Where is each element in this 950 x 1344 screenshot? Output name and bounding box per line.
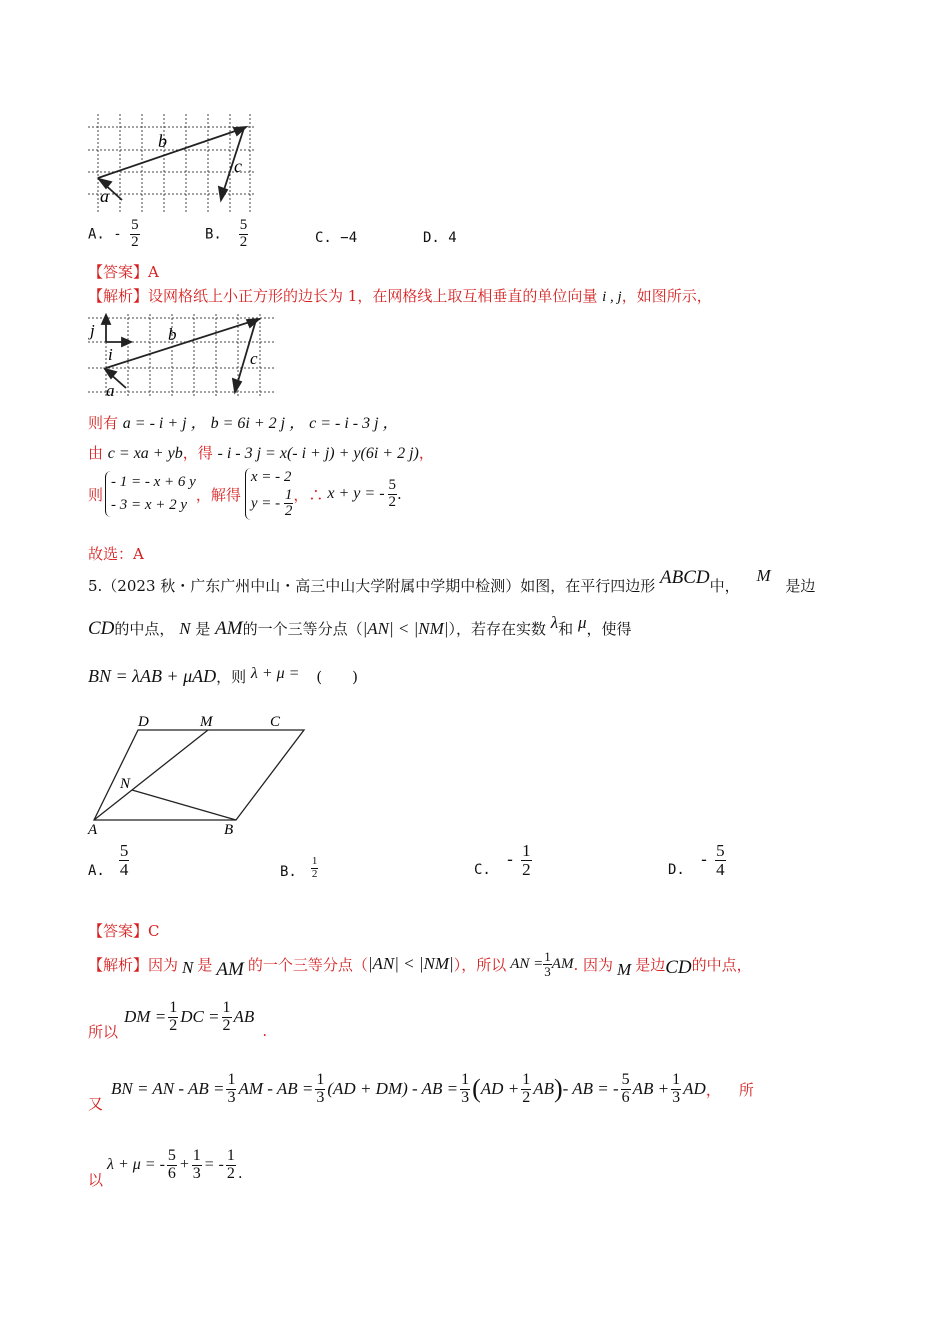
q4-option-b[interactable]: B. $\frac{5}{2}$ [205, 217, 248, 250]
q5-stem-line-1: 5.（2023 秋・广东广州中山・高三中山大学附属中学期中检测）如图，在平行四边形 ABCD中， M 是边 [88, 566, 816, 595]
parallelogram-figure [84, 708, 314, 840]
q5-analysis-2: 所以 DM = $\frac{1}{2}$ DC = $\frac{1}{2}$ AB . [88, 999, 268, 1041]
vector-grid-figure [86, 112, 258, 216]
q4-option-a[interactable]: A. - $\frac{5}{2}$ [88, 217, 139, 250]
q5-answer: 【答案】C [88, 922, 160, 940]
segment-nb [132, 790, 236, 820]
vector-a-label-2: a [106, 381, 115, 400]
point-n-label: N [120, 776, 131, 792]
vector-c-label: c [234, 156, 242, 176]
q5-option-d[interactable]: D. - $\frac{5}{4}$ [668, 841, 725, 879]
q4-line-1: 则有 a = - i + j ， b = 6i + 2 j ， c = - i - 3 j ， [88, 414, 399, 432]
q4-line-2: 由 c = xa + yb，得 - i - 3 j = x(- i + j) + y(6i + 2 j)， [88, 444, 434, 462]
unit-i-label: i [108, 345, 113, 364]
q5-option-c[interactable]: C. - $\frac{1}{2}$ [474, 841, 531, 879]
point-m-label: M [200, 714, 213, 730]
q4-line-3: 则 - 1 = - x + 6 y - 3 = x + 2 y ，解得 x = - 2 y = - $\frac{1}{2}$ ，∴ x + y = - $\frac{5}{2}$ . [88, 469, 402, 520]
q5-option-a[interactable]: A. $\frac{5}{4}$ [88, 841, 129, 879]
point-c-label: C [270, 714, 281, 730]
vector-grid-figure-2 [86, 312, 276, 400]
q5-analysis-1: 【解析】 因为 N 是 AM 的一个三等分点（ |AN| < |NM| ），所以 AN = $\frac{1}{3}$ AM . 因为 M 是边 CD 的中点， [88, 949, 752, 981]
point-a-label: A [88, 822, 98, 838]
vector-b-label: b [158, 131, 167, 151]
point-d-label: D [138, 714, 149, 730]
q5-analysis-4: 以 λ + μ = - $\frac{5}{6}$ + $\frac{1}{3}$ = - $\frac{1}{2}$ . [88, 1147, 243, 1189]
q5-stem-line-3: BN = λAB + μAD，则 λ + μ = ( ) [88, 665, 358, 686]
q4-analysis-intro: 【解析】设网格纸上小正方形的边长为 1，在网格线上取互相垂直的单位向量 i , j，如图所示， [88, 287, 712, 305]
vector-a-label: a [100, 186, 109, 206]
point-b-label: B [224, 822, 234, 838]
q4-option-c[interactable]: C. −4 [315, 230, 358, 246]
q5-analysis-3: 又 BN = AN - AB = $\frac{1}{3}$ AM - AB = $\frac{1}{3}$ (AD + DM) - AB = $\frac{1}{3}$ ( AD + $\frac{1}{2}$ AB ) - AB = - $\frac{5}{6}$ AB + $\frac{1}{3}$ AD ， 所 [88, 1071, 754, 1113]
vector-c-label-2: c [250, 349, 258, 368]
q5-stem-line-2: CD的中点， N 是 AM的一个三等分点（|AN| < |NM|），若存在实数 λ和 μ，使得 [88, 613, 632, 639]
parallelogram-abcd [94, 730, 304, 820]
q4-option-d[interactable]: D. 4 [423, 230, 457, 246]
q4-conclusion: 故选：A [88, 545, 144, 563]
vector-b-label-2: b [168, 325, 177, 344]
unit-j-label: j [90, 321, 95, 340]
q4-answer: 【答案】A [88, 263, 159, 281]
q5-option-b[interactable]: B. $\frac{1}{2}$ [280, 855, 318, 881]
